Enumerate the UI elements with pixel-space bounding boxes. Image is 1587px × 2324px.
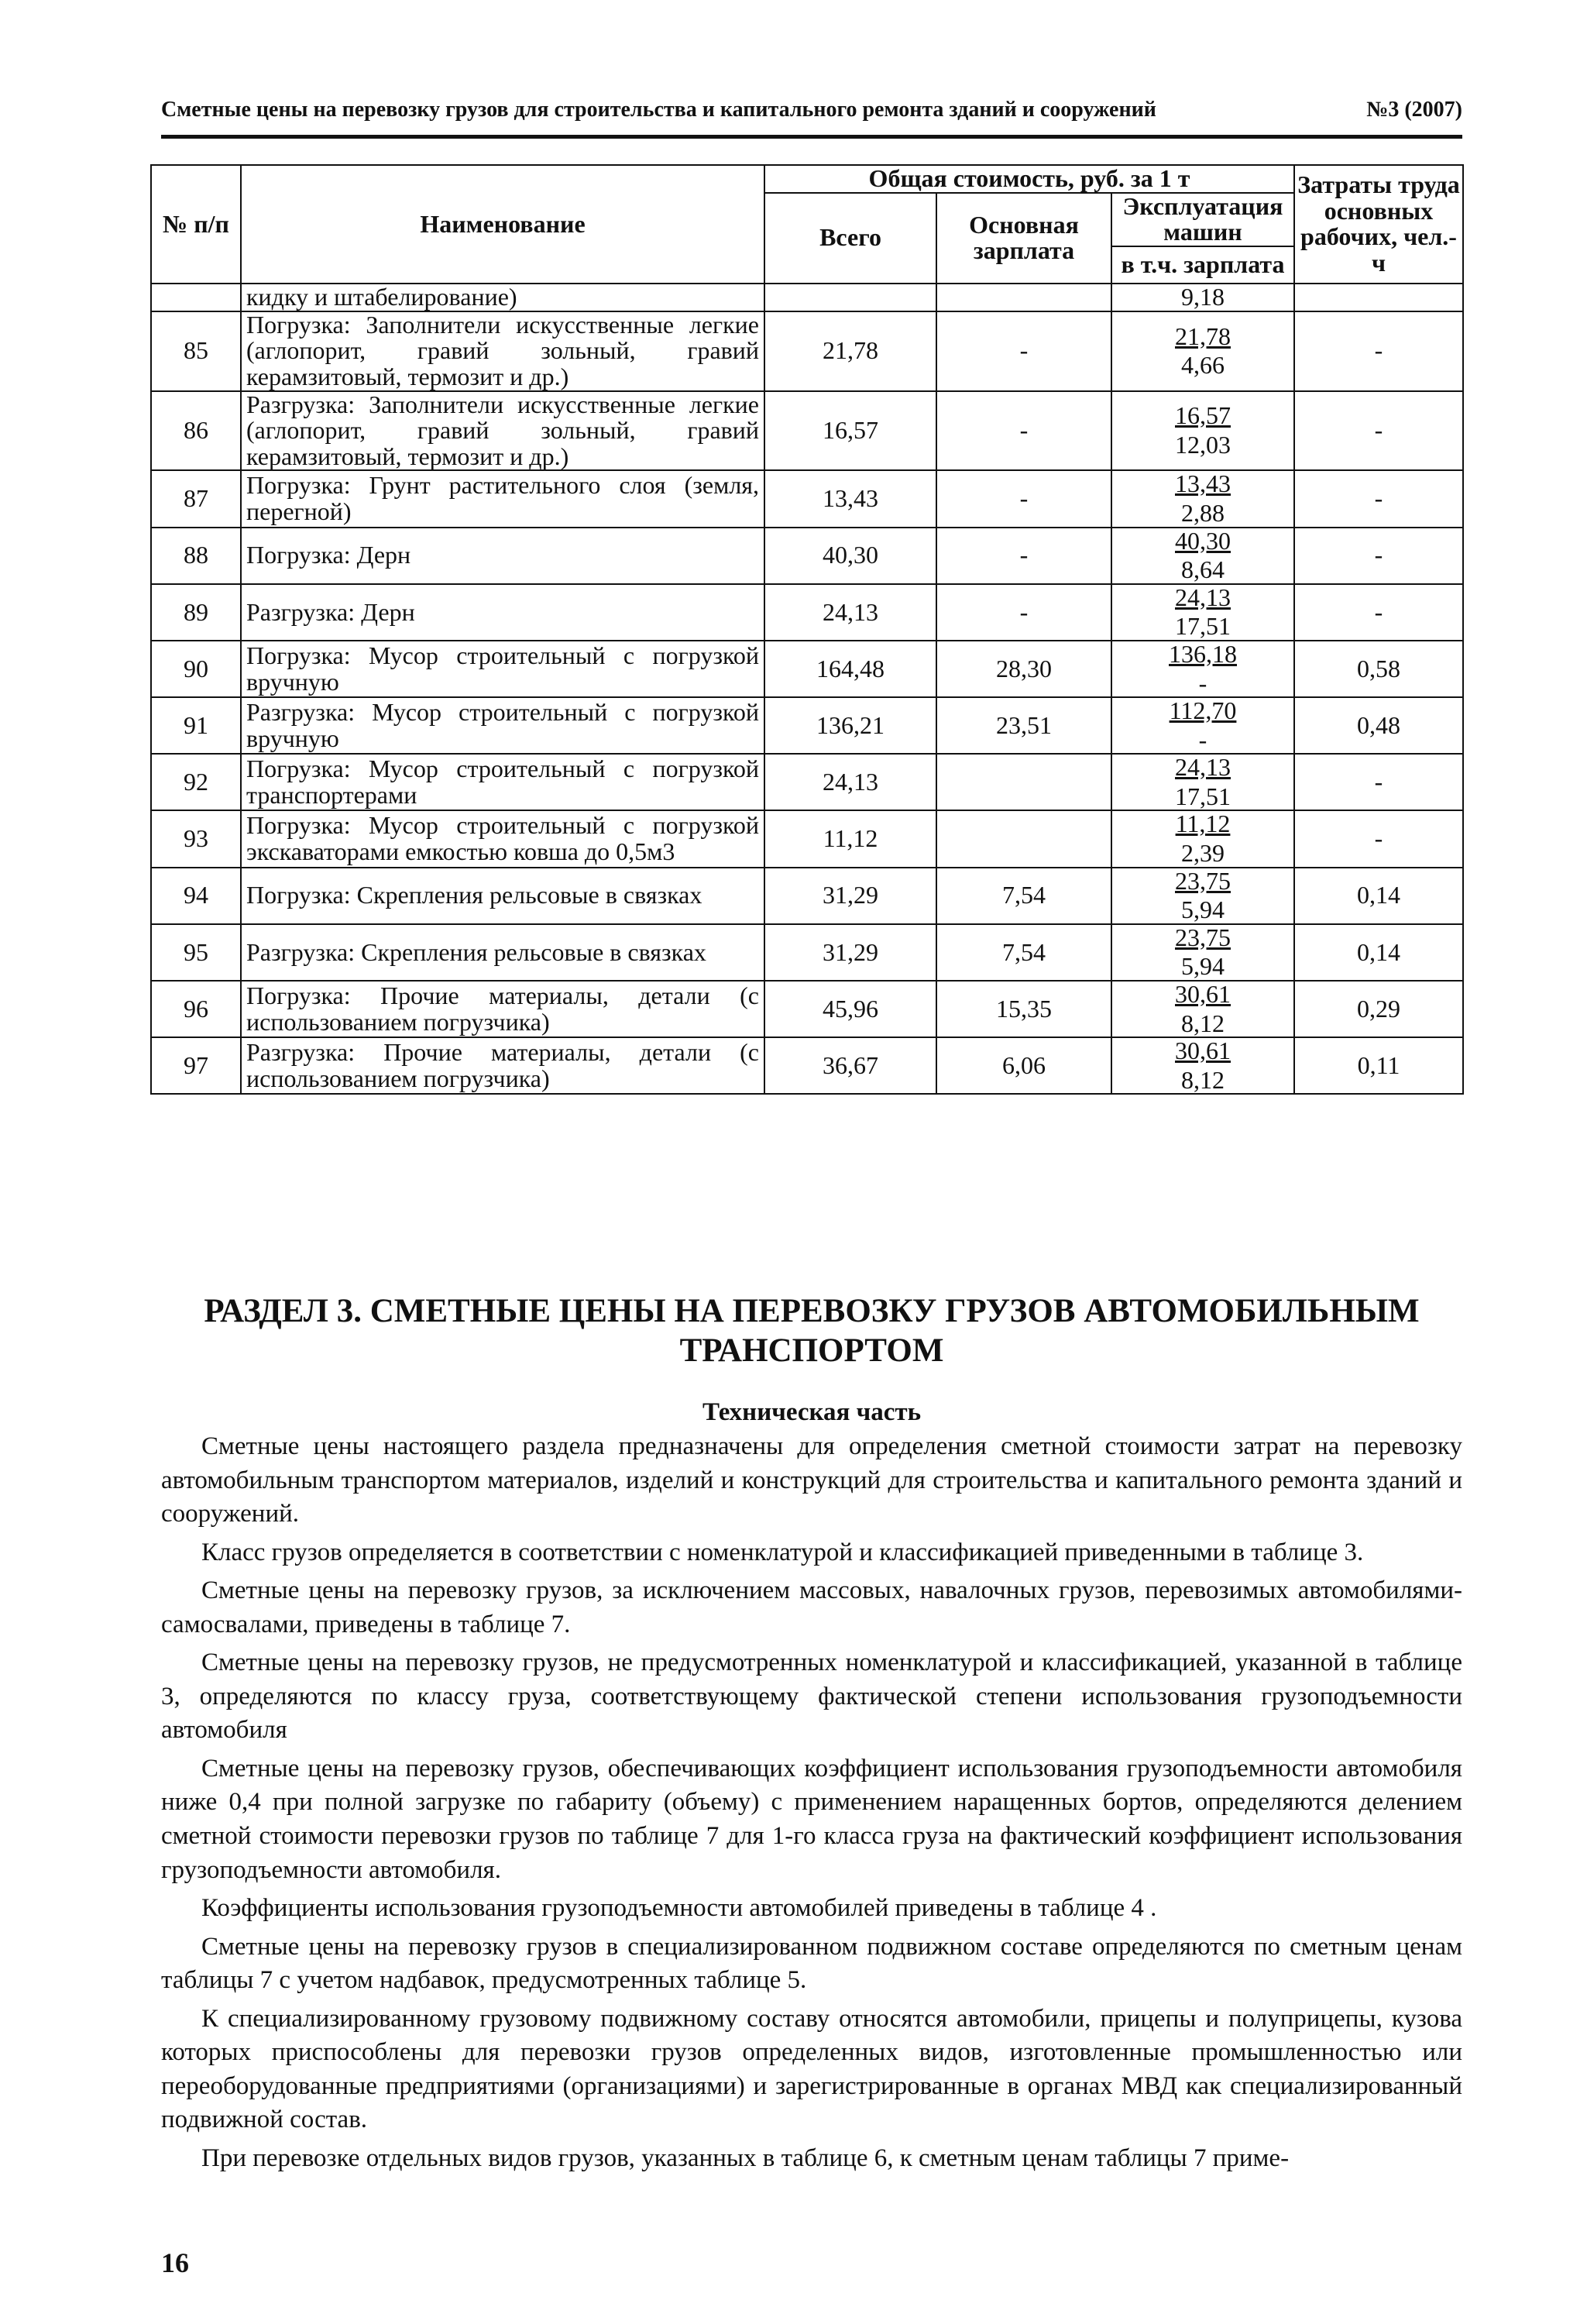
row-machines: 30,61 xyxy=(1175,980,1231,1009)
row-base-salary: 7,54 xyxy=(936,868,1111,924)
row-machines: 40,30 xyxy=(1175,526,1231,555)
row-total: 24,13 xyxy=(764,584,936,641)
row-num: 90 xyxy=(151,641,241,697)
row-num: 85 xyxy=(151,311,241,391)
running-header xyxy=(161,96,1462,139)
table-row xyxy=(151,697,1463,754)
cont-labor xyxy=(1294,284,1463,311)
row-total: 16,57 xyxy=(764,391,936,471)
row-machines-salary: - xyxy=(1198,725,1207,754)
row-total: 21,78 xyxy=(764,311,936,391)
row-machines-cell xyxy=(1111,391,1294,471)
table-row xyxy=(151,391,1463,471)
row-machines-salary: 8,64 xyxy=(1181,555,1225,584)
row-machines: 21,78 xyxy=(1175,321,1231,350)
row-machines-salary: 12,03 xyxy=(1175,430,1231,459)
row-num: 93 xyxy=(151,810,241,867)
th-num: № п/п xyxy=(151,165,241,284)
row-base-salary: - xyxy=(936,528,1111,584)
row-name: Погрузка: Грунт растительного слоя (земля, перегной) xyxy=(241,470,764,527)
row-num: 87 xyxy=(151,470,241,527)
row-machines-salary: 5,94 xyxy=(1181,896,1225,924)
table-row xyxy=(151,868,1463,924)
row-machines-cell xyxy=(1111,810,1294,867)
row-machines: 112,70 xyxy=(1169,696,1237,725)
row-machines-salary: 4,66 xyxy=(1181,351,1225,380)
row-base-salary: 7,54 xyxy=(936,924,1111,981)
table-row xyxy=(151,641,1463,697)
cont-machines-salary: 9,18 xyxy=(1111,284,1294,311)
paragraph: Сметные цены настоящего раздела предназначены для определения сметной стоимости затрат на перевозку автомобильным транспортом материалов, изделий и конструкций для строительства и капитального ремонта зданий и сооружений. xyxy=(161,1432,1462,1528)
th-machines: Эксплуатация машин xyxy=(1111,193,1294,246)
row-base-salary: 28,30 xyxy=(936,641,1111,697)
paragraph: Сметные цены на перевозку грузов в специализированном подвижном составе определяются по сметным ценам таблицы 7 с учетом надбавок, предусмотренных таблице 5. xyxy=(161,1932,1462,1995)
th-name: Наименование xyxy=(241,165,764,284)
continuation-row xyxy=(151,284,1463,311)
row-machines: 16,57 xyxy=(1175,401,1231,430)
row-machines-cell xyxy=(1111,754,1294,810)
th-base-salary: Основная зарплата xyxy=(936,193,1111,284)
th-total-cost: Общая стоимость, руб. за 1 т xyxy=(764,165,1294,193)
section-title: РАЗДЕЛ 3. СМЕТНЫЕ ЦЕНЫ НА ПЕРЕВОЗКУ ГРУЗОВ АВТОМОБИЛЬНЫМ ТРАНСПОРТОМ xyxy=(204,1293,1420,1369)
row-machines-salary: 17,51 xyxy=(1175,782,1231,810)
row-base-salary: - xyxy=(936,311,1111,391)
row-machines: 136,18 xyxy=(1169,639,1237,668)
cont-num xyxy=(151,284,241,311)
row-num: 96 xyxy=(151,981,241,1037)
header-issue: №3 (2007) xyxy=(1366,98,1462,122)
paragraph: Сметные цены на перевозку грузов, за исключением массовых, навалочных грузов, перевозимых автомобилями-самосвалами, приведены в таблице 7. xyxy=(161,1576,1462,1638)
row-labor: 0,48 xyxy=(1294,697,1463,754)
table-row xyxy=(151,810,1463,867)
paragraph: Сметные цены на перевозку грузов, не предусмотренных номенклатурой и классификацией, указанной в таблице 3, определяются по классу груза, соответствующему фактической степени использования грузоподъемности автомобиля xyxy=(161,1648,1462,1745)
row-base-salary: 15,35 xyxy=(936,981,1111,1037)
row-machines-cell xyxy=(1111,528,1294,584)
row-machines-cell xyxy=(1111,311,1294,391)
table-body xyxy=(151,284,1463,1095)
th-labor: Затраты труда основных рабочих, чел.-ч xyxy=(1294,165,1463,284)
paragraph: При перевозке отдельных видов грузов, указанных в таблице 6, к сметным ценам таблицы 7 приме- xyxy=(201,2144,1290,2172)
row-name: Разгрузка: Скрепления рельсовые в связках xyxy=(241,924,764,981)
row-machines-salary: 8,12 xyxy=(1181,1009,1225,1037)
paragraph: Коэффициенты использования грузоподъемности автомобилей приведены в таблице 4 . xyxy=(201,1894,1157,1923)
row-name: Разгрузка: Мусор строительный с погрузкой вручную xyxy=(241,697,764,754)
row-machines: 30,61 xyxy=(1175,1037,1231,1065)
row-machines: 24,13 xyxy=(1175,753,1231,782)
row-labor: 0,58 xyxy=(1294,641,1463,697)
row-machines: 11,12 xyxy=(1175,810,1231,838)
row-labor: - xyxy=(1294,810,1463,867)
row-labor: - xyxy=(1294,584,1463,641)
row-machines-salary: - xyxy=(1198,669,1207,697)
row-labor: - xyxy=(1294,470,1463,527)
row-base-salary xyxy=(936,754,1111,810)
row-machines-cell xyxy=(1111,697,1294,754)
row-total: 24,13 xyxy=(764,754,936,810)
row-name: Разгрузка: Дерн xyxy=(241,584,764,641)
row-base-salary: - xyxy=(936,584,1111,641)
row-machines-salary: 2,39 xyxy=(1181,839,1225,868)
paragraph: Класс грузов определяется в соответствии с номенклатурой и классификацией приведенными в таблице 3. xyxy=(201,1538,1364,1566)
row-base-salary xyxy=(936,810,1111,867)
row-total: 36,67 xyxy=(764,1037,936,1094)
row-base-salary: 23,51 xyxy=(936,697,1111,754)
row-name: Разгрузка: Заполнители искусственные легкие (аглопорит, гравий зольный, гравий керамзитовый, термозит и др.) xyxy=(241,391,764,471)
row-num: 91 xyxy=(151,697,241,754)
row-name: Погрузка: Прочие материалы, детали (с использованием погрузчика) xyxy=(241,981,764,1037)
table-row xyxy=(151,584,1463,641)
th-incl-salary: в т.ч. зарплата xyxy=(1111,246,1294,284)
row-machines-salary: 2,88 xyxy=(1181,498,1225,527)
th-total: Всего xyxy=(764,193,936,284)
row-num: 95 xyxy=(151,924,241,981)
table-row xyxy=(151,311,1463,391)
row-total: 31,29 xyxy=(764,868,936,924)
row-machines-cell xyxy=(1111,584,1294,641)
row-total: 13,43 xyxy=(764,470,936,527)
row-labor: 0,29 xyxy=(1294,981,1463,1037)
table-row xyxy=(151,528,1463,584)
cont-total xyxy=(764,284,936,311)
row-machines-salary: 8,12 xyxy=(1181,1065,1225,1094)
row-num: 88 xyxy=(151,528,241,584)
row-machines-salary: 5,94 xyxy=(1181,952,1225,981)
table-row xyxy=(151,1037,1463,1094)
row-machines-cell xyxy=(1111,868,1294,924)
row-machines-cell xyxy=(1111,641,1294,697)
table-row xyxy=(151,924,1463,981)
cont-name: кидку и штабелирование) xyxy=(241,284,764,311)
row-machines-cell xyxy=(1111,924,1294,981)
price-table xyxy=(150,164,1464,1095)
table-row xyxy=(151,981,1463,1037)
row-total: 40,30 xyxy=(764,528,936,584)
row-machines-cell xyxy=(1111,470,1294,527)
body-text xyxy=(161,1430,1462,2180)
row-labor: - xyxy=(1294,754,1463,810)
paragraph: К специализированному грузовому подвижному составу относятся автомобили, прицепы и полуприцепы, кузова которых приспособлены для перевозки грузов определенных видов, изготовленные промышленностью или переоборудованные предприятиями (организациями) и зарегистрированные в органах МВД как специализированный подвижной состав. xyxy=(161,2004,1462,2134)
row-name: Погрузка: Скрепления рельсовые в связках xyxy=(241,868,764,924)
row-machines: 23,75 xyxy=(1175,866,1231,895)
row-num: 94 xyxy=(151,868,241,924)
cont-base xyxy=(936,284,1111,311)
row-labor: - xyxy=(1294,528,1463,584)
row-machines-salary: 17,51 xyxy=(1175,612,1231,641)
row-num: 97 xyxy=(151,1037,241,1094)
row-machines-cell xyxy=(1111,1037,1294,1094)
row-machines-cell xyxy=(1111,981,1294,1037)
row-name: Погрузка: Заполнители искусственные легкие (аглопорит, гравий зольный, гравий керамзитовый, термозит и др.) xyxy=(241,311,764,391)
row-machines: 23,75 xyxy=(1175,923,1231,951)
row-base-salary: - xyxy=(936,470,1111,527)
row-base-salary: 6,06 xyxy=(936,1037,1111,1094)
row-total: 11,12 xyxy=(764,810,936,867)
row-num: 92 xyxy=(151,754,241,810)
row-machines: 13,43 xyxy=(1175,469,1231,498)
page-number: 16 xyxy=(161,2247,189,2278)
table-row xyxy=(151,470,1463,527)
header-title: Сметные цены на перевозку грузов для строительства и капитального ремонта зданий и сооружений xyxy=(161,98,1156,122)
row-name: Погрузка: Мусор строительный с погрузкой экскаваторами емкостью ковша до 0,5м3 xyxy=(241,810,764,867)
row-machines: 24,13 xyxy=(1175,583,1231,611)
row-name: Погрузка: Мусор строительный с погрузкой вручную xyxy=(241,641,764,697)
row-name: Погрузка: Дерн xyxy=(241,528,764,584)
row-labor: 0,11 xyxy=(1294,1037,1463,1094)
row-name: Разгрузка: Прочие материалы, детали (с использованием погрузчика) xyxy=(241,1037,764,1094)
row-labor: 0,14 xyxy=(1294,924,1463,981)
row-total: 45,96 xyxy=(764,981,936,1037)
row-num: 89 xyxy=(151,584,241,641)
row-labor: - xyxy=(1294,311,1463,391)
row-num: 86 xyxy=(151,391,241,471)
row-total: 31,29 xyxy=(764,924,936,981)
row-labor: 0,14 xyxy=(1294,868,1463,924)
section-subtitle: Техническая часть xyxy=(702,1398,922,1426)
row-name: Погрузка: Мусор строительный с погрузкой транспортерами xyxy=(241,754,764,810)
row-total: 136,21 xyxy=(764,697,936,754)
table-row xyxy=(151,754,1463,810)
paragraph: Сметные цены на перевозку грузов, обеспечивающих коэффициент использования грузоподъемности автомобиля ниже 0,4 при полной загрузке по габариту (объему) с применением наращенных бортов, определяются делением сметной стоимости перевозки грузов по таблице 7 для 1-го класса груза на фактический коэффициент использования грузоподъемности автомобиля. xyxy=(161,1754,1462,1884)
row-total: 164,48 xyxy=(764,641,936,697)
row-base-salary: - xyxy=(936,391,1111,471)
row-labor: - xyxy=(1294,391,1463,471)
